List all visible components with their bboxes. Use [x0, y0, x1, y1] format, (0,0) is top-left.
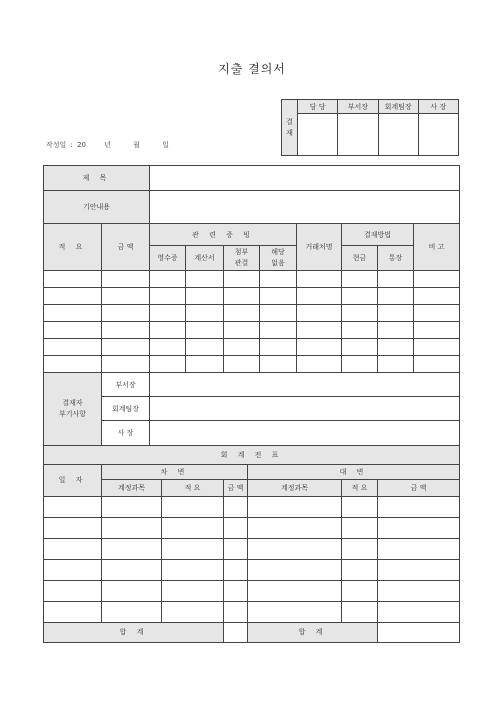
attached-cell[interactable]	[224, 339, 260, 356]
not-applicable-cell[interactable]	[260, 305, 297, 322]
col-vendor: 거래처명	[297, 224, 342, 271]
transfer-cell[interactable]	[378, 322, 414, 339]
credit-total-amount[interactable]	[378, 622, 460, 642]
table-row	[44, 305, 460, 322]
debit-amount-cell[interactable]	[224, 580, 248, 601]
cash-cell[interactable]	[342, 305, 378, 322]
summary-cell[interactable]	[44, 356, 102, 373]
receipt-cell[interactable]	[150, 288, 186, 305]
debit-summary-cell[interactable]	[162, 496, 224, 517]
cash-cell[interactable]	[342, 356, 378, 373]
invoice-cell[interactable]	[186, 356, 224, 373]
summary-cell[interactable]	[44, 305, 102, 322]
credit-amount-cell[interactable]	[378, 601, 460, 622]
approver-role-dept-head: 부서장	[102, 373, 150, 397]
table-row	[44, 288, 460, 305]
vendor-cell[interactable]	[297, 322, 342, 339]
col-debit: 차 변	[102, 464, 248, 479]
approval-side-label: 결 재	[282, 100, 298, 156]
debit-summary-cell[interactable]	[162, 559, 224, 580]
col-credit-summary: 적 요	[342, 479, 378, 496]
note-cell[interactable]	[414, 356, 460, 373]
date-day: 일	[162, 141, 170, 149]
credit-summary-cell[interactable]	[342, 601, 378, 622]
signature-cell[interactable]	[378, 114, 418, 156]
date-month: 월	[133, 141, 141, 149]
attached-cell[interactable]	[224, 288, 260, 305]
debit-total-label: 합 계	[44, 622, 224, 642]
cash-cell[interactable]	[342, 288, 378, 305]
amount-cell[interactable]	[102, 271, 150, 288]
credit-summary-cell[interactable]	[342, 496, 378, 517]
amount-cell[interactable]	[102, 356, 150, 373]
col-credit-amount: 금 액	[378, 479, 460, 496]
approver-note-field[interactable]	[150, 421, 460, 445]
vendor-cell[interactable]	[297, 356, 342, 373]
signature-cell[interactable]	[418, 114, 458, 156]
debit-amount-cell[interactable]	[224, 538, 248, 559]
table-row	[44, 271, 460, 288]
not-applicable-cell[interactable]	[260, 288, 297, 305]
attached-cell[interactable]	[224, 356, 260, 373]
cash-cell[interactable]	[342, 322, 378, 339]
approver-role-president: 사 장	[102, 421, 150, 445]
col-summary: 적 요	[44, 224, 102, 271]
debit-account-cell[interactable]	[102, 517, 162, 538]
attached-cell[interactable]	[224, 322, 260, 339]
transfer-cell[interactable]	[378, 356, 414, 373]
voucher-row	[44, 538, 460, 559]
debit-summary-cell[interactable]	[162, 601, 224, 622]
table-row	[44, 356, 460, 373]
summary-cell[interactable]	[44, 271, 102, 288]
credit-amount-cell[interactable]	[378, 538, 460, 559]
summary-cell[interactable]	[44, 288, 102, 305]
approver-note-label: 결재자 부기사항	[44, 373, 102, 445]
credit-amount-cell[interactable]	[378, 496, 460, 517]
debit-amount-cell[interactable]	[224, 559, 248, 580]
credit-account-cell[interactable]	[248, 580, 342, 601]
credit-account-cell[interactable]	[248, 496, 342, 517]
col-note: 비 고	[414, 224, 460, 271]
approver-note-field[interactable]	[150, 373, 460, 397]
debit-amount-cell[interactable]	[224, 517, 248, 538]
col-payment: 결재방법	[342, 224, 414, 246]
attached-cell[interactable]	[224, 271, 260, 288]
not-applicable-cell[interactable]	[260, 356, 297, 373]
col-debit-account: 계정과목	[102, 479, 162, 496]
col-receipt: 영수증	[150, 246, 186, 271]
credit-summary-cell[interactable]	[342, 559, 378, 580]
col-debit-amount: 금 액	[224, 479, 248, 496]
date-cell[interactable]	[44, 517, 102, 538]
debit-summary-cell[interactable]	[162, 517, 224, 538]
document-title: 지출 결의서	[218, 62, 286, 76]
invoice-cell[interactable]	[186, 339, 224, 356]
approval-header-dept-head: 부서장	[338, 100, 378, 114]
date-cell[interactable]	[44, 601, 102, 622]
summary-cell[interactable]	[44, 339, 102, 356]
voucher-row	[44, 559, 460, 580]
credit-amount-cell[interactable]	[378, 559, 460, 580]
receipt-cell[interactable]	[150, 322, 186, 339]
note-cell[interactable]	[414, 271, 460, 288]
col-amount: 금 액	[102, 224, 150, 271]
debit-amount-cell[interactable]	[224, 496, 248, 517]
receipt-cell[interactable]	[150, 356, 186, 373]
credit-account-cell[interactable]	[248, 601, 342, 622]
debit-total-amount[interactable]	[224, 622, 248, 642]
amount-cell[interactable]	[102, 288, 150, 305]
credit-account-cell[interactable]	[248, 538, 342, 559]
date-cell[interactable]	[44, 496, 102, 517]
debit-summary-cell[interactable]	[162, 538, 224, 559]
receipt-cell[interactable]	[150, 339, 186, 356]
approver-role-accounting-head: 회계팀장	[102, 397, 150, 421]
approver-note-field[interactable]	[150, 397, 460, 421]
amount-cell[interactable]	[102, 322, 150, 339]
amount-cell[interactable]	[102, 339, 150, 356]
not-applicable-cell[interactable]	[260, 322, 297, 339]
date-cell[interactable]	[44, 559, 102, 580]
invoice-cell[interactable]	[186, 305, 224, 322]
amount-cell[interactable]	[102, 305, 150, 322]
invoice-cell[interactable]	[186, 288, 224, 305]
receipt-cell[interactable]	[150, 271, 186, 288]
note-cell[interactable]	[414, 322, 460, 339]
approval-header-president: 사 장	[418, 100, 458, 114]
table-row	[44, 339, 460, 356]
col-invoice: 계산서	[186, 246, 224, 271]
subject-label: 제 목	[44, 166, 150, 191]
voucher-row	[44, 601, 460, 622]
not-applicable-cell[interactable]	[260, 271, 297, 288]
date-line	[46, 140, 183, 150]
debit-account-cell[interactable]	[102, 496, 162, 517]
note-cell[interactable]	[414, 339, 460, 356]
credit-amount-cell[interactable]	[378, 517, 460, 538]
invoice-cell[interactable]	[186, 271, 224, 288]
debit-account-cell[interactable]	[102, 580, 162, 601]
col-related-proof: 관 련 증 빙	[150, 224, 297, 246]
voucher-row	[44, 496, 460, 517]
summary-cell[interactable]	[44, 322, 102, 339]
voucher-title: 회 계 전 표	[44, 445, 460, 464]
debit-account-cell[interactable]	[102, 538, 162, 559]
approval-header-accounting-head: 회계팀장	[378, 100, 418, 114]
purpose-field[interactable]	[150, 191, 460, 224]
purpose-label: 기안내용	[44, 191, 150, 224]
signature-cell[interactable]	[338, 114, 378, 156]
credit-summary-cell[interactable]	[342, 580, 378, 601]
transfer-cell[interactable]	[378, 288, 414, 305]
voucher-row	[44, 517, 460, 538]
table-row	[44, 322, 460, 339]
date-label: 작성일 : 20	[46, 141, 87, 149]
col-transfer: 통장	[378, 246, 414, 271]
approval-header-staff: 담 당	[298, 100, 338, 114]
vendor-cell[interactable]	[297, 305, 342, 322]
credit-account-cell[interactable]	[248, 559, 342, 580]
cash-cell[interactable]	[342, 271, 378, 288]
approval-box	[281, 99, 459, 156]
vendor-cell[interactable]	[297, 271, 342, 288]
col-not-applicable: 해당 없음	[260, 246, 297, 271]
invoice-cell[interactable]	[186, 322, 224, 339]
credit-summary-cell[interactable]	[342, 517, 378, 538]
subject-field[interactable]	[150, 166, 460, 191]
transfer-cell[interactable]	[378, 339, 414, 356]
not-applicable-cell[interactable]	[260, 339, 297, 356]
receipt-cell[interactable]	[150, 305, 186, 322]
date-cell[interactable]	[44, 538, 102, 559]
expense-form-table	[43, 165, 460, 643]
debit-amount-cell[interactable]	[224, 601, 248, 622]
note-cell[interactable]	[414, 305, 460, 322]
transfer-cell[interactable]	[378, 305, 414, 322]
date-year: 년	[104, 141, 112, 149]
col-debit-summary: 적 요	[162, 479, 224, 496]
col-attached: 첨부 관결	[224, 246, 260, 271]
cash-cell[interactable]	[342, 339, 378, 356]
credit-summary-cell[interactable]	[342, 538, 378, 559]
attached-cell[interactable]	[224, 305, 260, 322]
note-cell[interactable]	[414, 288, 460, 305]
col-credit: 대 변	[248, 464, 460, 479]
voucher-row	[44, 580, 460, 601]
transfer-cell[interactable]	[378, 271, 414, 288]
credit-total-label: 합 계	[248, 622, 378, 642]
vendor-cell[interactable]	[297, 339, 342, 356]
debit-account-cell[interactable]	[102, 559, 162, 580]
date-cell[interactable]	[44, 580, 102, 601]
credit-account-cell[interactable]	[248, 517, 342, 538]
debit-account-cell[interactable]	[102, 601, 162, 622]
signature-cell[interactable]	[298, 114, 338, 156]
col-date: 일 자	[44, 464, 102, 496]
credit-amount-cell[interactable]	[378, 580, 460, 601]
col-credit-account: 계정과목	[248, 479, 342, 496]
col-cash: 현금	[342, 246, 378, 271]
debit-summary-cell[interactable]	[162, 580, 224, 601]
vendor-cell[interactable]	[297, 288, 342, 305]
